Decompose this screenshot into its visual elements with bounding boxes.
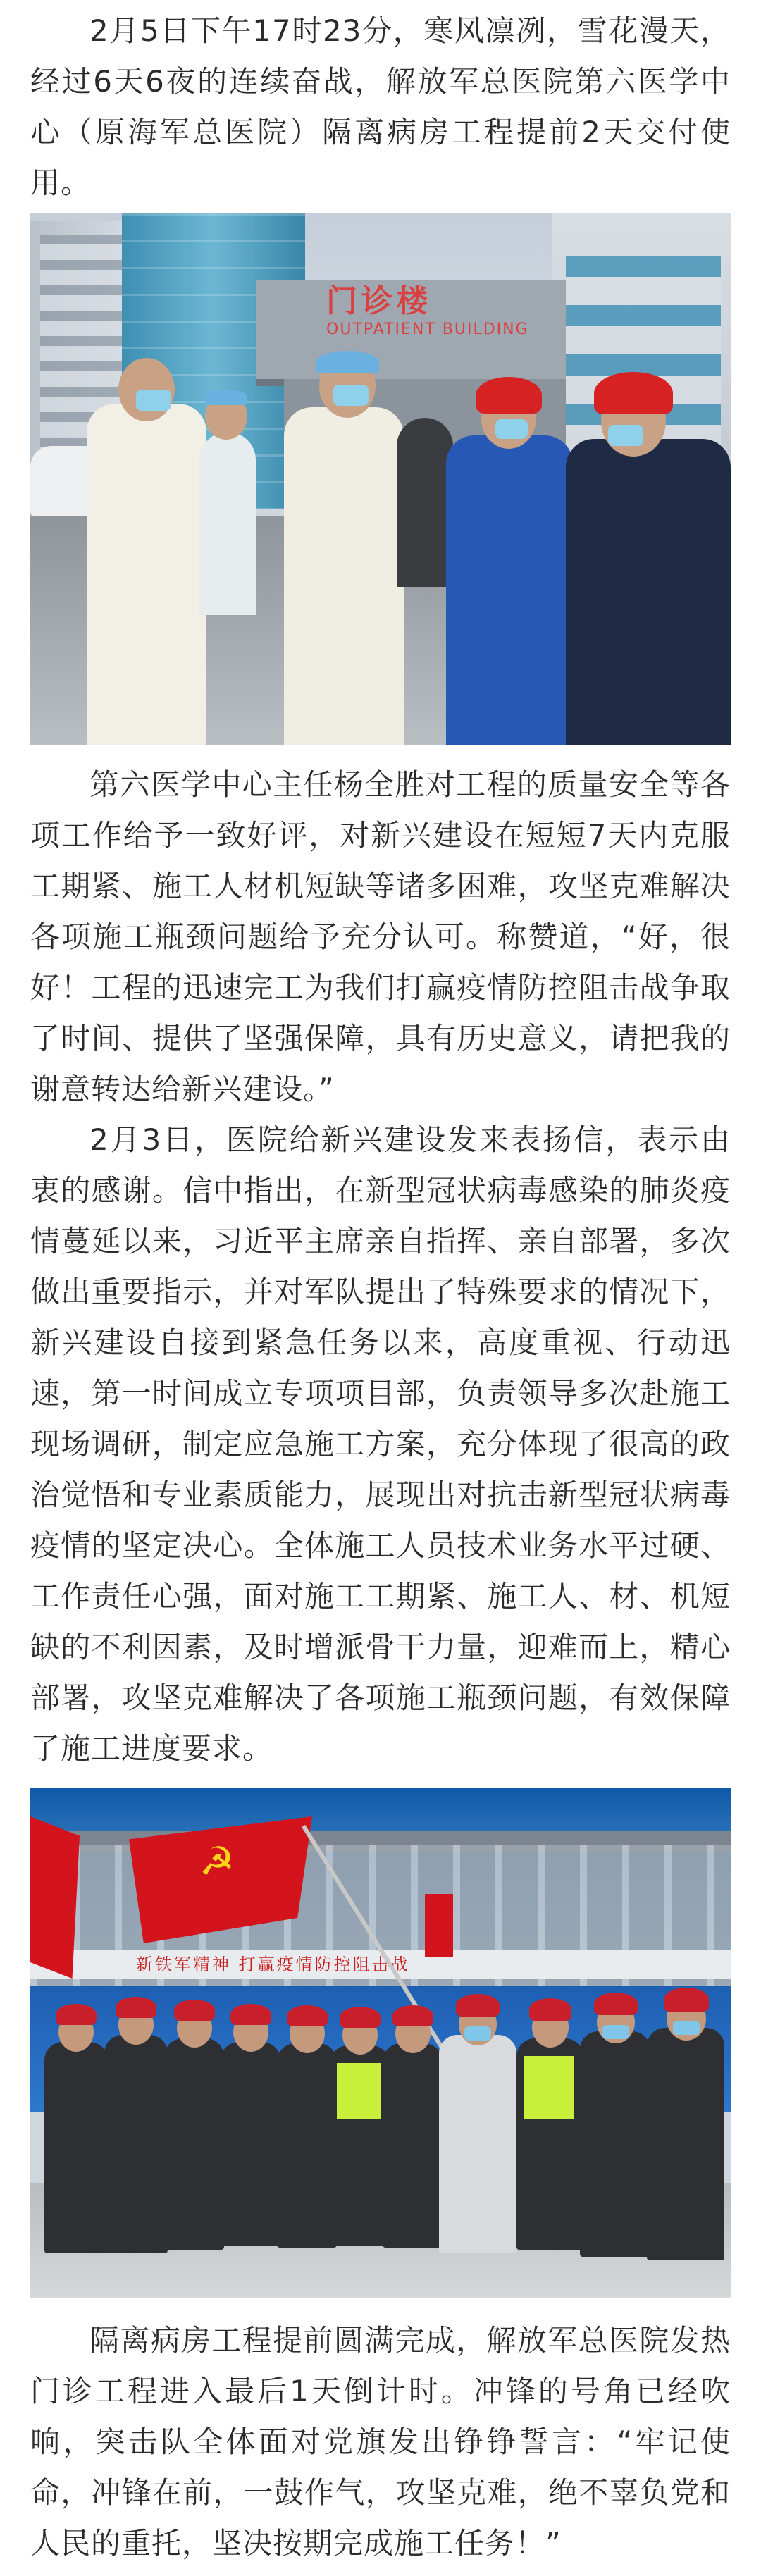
photo2-worker-helmet <box>56 2004 97 2025</box>
photo2-worker-vest <box>337 2063 380 2119</box>
photo2-worker-helmet <box>230 2004 271 2025</box>
paragraph-3: 2月3日，医院给新兴建设发来表扬信，表示由衷的感谢。信中指出，在新型冠状病毒感染的肺炎疫情蔓延以来，习近平主席亲自指挥、亲自部署，多次做出重要指示，并对军队提出了特殊要求的情况下，新兴建设自接到紧急任务以来，高度重视、行动迅速，第一时间成立专项项目部，负责领导多次赴施工现场调研，制定应急施工方案，充分体现了很高的政治觉悟和专业素质能力，展现出对抗击新型冠状病毒疫情的坚定决心。全体施工人员技术业务水平过硬、工作责任心强，面对施工工期紧、施工人、材、机短缺的不利因素，及时增派骨干力量，迎难而上，精心部署，攻坚克难解决了各项施工瓶颈问题，有效保障了施工进度要求。 <box>30 1122 731 1766</box>
photo2-worker <box>277 2043 337 2248</box>
photo2-worker-helmet <box>529 1998 571 2021</box>
photo2-worker-helmet <box>340 2007 380 2028</box>
photo1-person-navy-jacket <box>566 439 731 745</box>
photo2-worker-mask <box>673 2021 700 2035</box>
paragraph-4: 隔离病房工程提前圆满完成，解放军总医院发热门诊工程进入最后1天倒计时。冲锋的号角已经吹响，突击队全体面对党旗发出铮铮誓言：“牢记使命，冲锋在前，一鼓作气，攻坚克难，绝不辜负党和人民的重托，坚决按期完成施工任务！” <box>30 2323 731 2560</box>
photo1-cap-3 <box>316 351 379 373</box>
photo2-worker-vest <box>524 2056 574 2119</box>
photo2-worker-helmet <box>174 2000 215 2021</box>
photo2-worker <box>647 2028 724 2260</box>
photo2-worker-helmet <box>594 1993 638 2015</box>
photo1-helmet-6 <box>594 372 673 414</box>
photo2-flag-small <box>425 1894 453 1957</box>
photo1-mask-3 <box>333 385 369 406</box>
photo1-sign-en: OUTPATIENT BUILDING <box>326 321 529 338</box>
photo2-worker-light-coat <box>439 2035 516 2253</box>
photo1-person-dark <box>397 418 453 587</box>
photo2-worker-mask <box>464 2026 491 2041</box>
photo1-cap-2 <box>205 390 247 405</box>
photo2-worker-helmet <box>392 2005 433 2026</box>
photo2-worker-mask <box>602 2025 629 2039</box>
photo2-banner-text: 新铁军精神 打赢疫情防控阻击战 <box>136 1955 410 1974</box>
photo2-worker-helmet <box>287 2005 328 2026</box>
photo2-worker <box>580 2031 650 2257</box>
photo1-person-blue-jacket <box>446 435 573 745</box>
photo1-mask-1 <box>136 390 171 411</box>
photo1-sign-cn: 门诊楼 <box>326 283 432 319</box>
photo2-worker <box>164 2038 224 2250</box>
photo2-worker <box>104 2035 168 2253</box>
photo1-helmet-5 <box>476 377 542 414</box>
paragraph-1: 2月5日下午17时23分，寒风凛冽，雪花漫天，经过6天6夜的连续奋战，解放军总医院第六医学中心（原海军总医院）隔离病房工程提前2天交付使用。 <box>30 13 731 200</box>
photo1-mask-6 <box>608 425 643 446</box>
photo1-person-doctor-left <box>87 404 206 745</box>
photo2-flag-left <box>30 1816 80 1979</box>
photo2-worker-helmet <box>456 1994 500 2017</box>
photo-team-oath <box>30 1788 731 2298</box>
photo1-person-bg <box>199 432 256 615</box>
photo1-mask-5 <box>495 419 528 439</box>
party-emblem-icon: ☭ <box>199 1839 235 1885</box>
photo2-worker-helmet <box>116 1997 156 2018</box>
paragraph-2: 第六医学中心主任杨全胜对工程的质量安全等各项工作给予一致好评，对新兴建设在短短7天内克服工期紧、施工人材机短缺等诸多困难，攻坚克难解决各项施工瓶颈问题给予充分认可。称赞道，“好，很好！工程的迅速完工为我们打赢疫情防控阻击战争取了时间、提供了坚强保障，具有历史意义，请把我的谢意转达给新兴建设。” <box>30 767 731 1106</box>
photo2-worker-helmet <box>664 1988 709 2012</box>
photo-hospital-inspection <box>30 213 731 745</box>
photo2-worker <box>221 2042 280 2246</box>
photo2-worker <box>44 2042 108 2253</box>
photo2-worker <box>383 2043 443 2248</box>
photo1-person-doctor-center <box>284 407 404 745</box>
